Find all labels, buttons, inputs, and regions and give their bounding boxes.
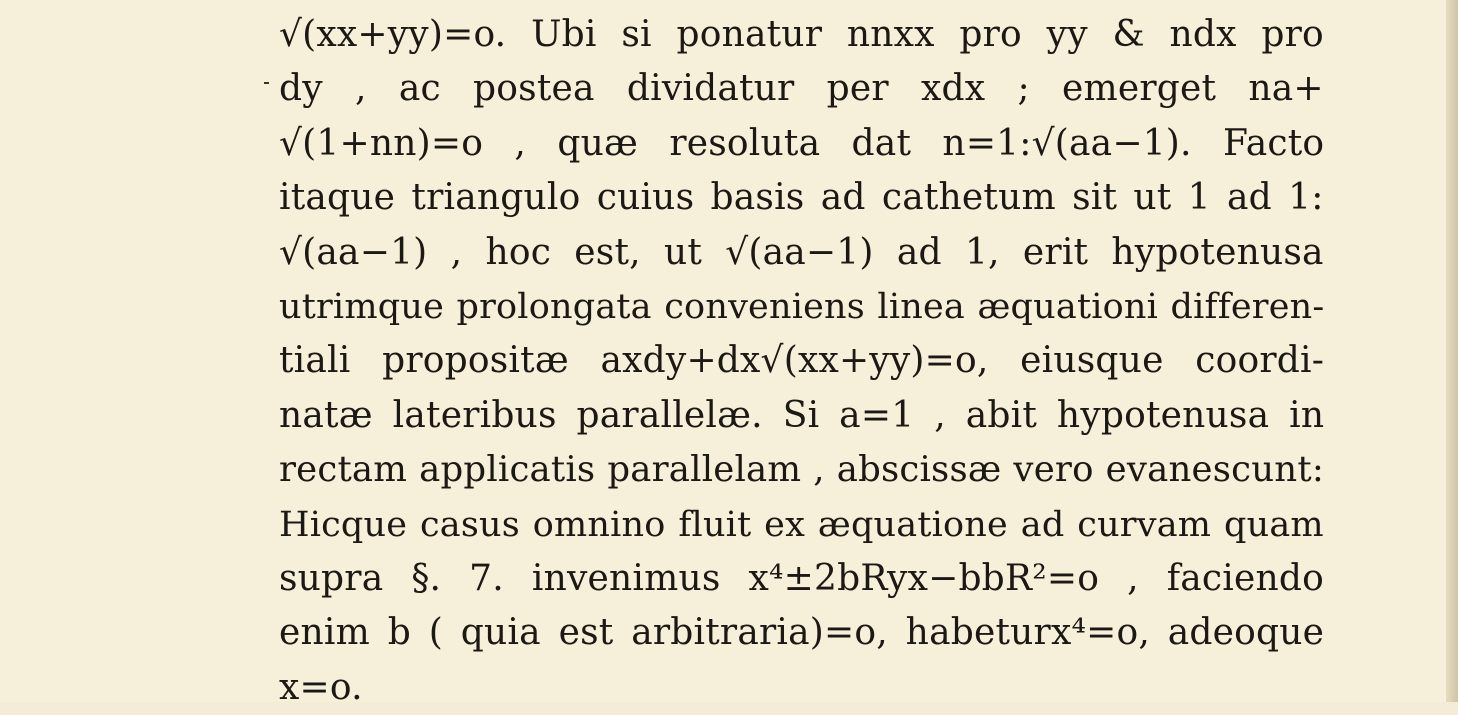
text-line: natæ lateribus parallelæ. Si a=1 , abit hypotenusa in bbox=[279, 394, 1325, 436]
text-line: rectam applicatis parallelam , abscissæ vero evanescunt: bbox=[279, 449, 1324, 491]
text-line: dy , ac postea dividatur per xdx ; emerget na+ bbox=[279, 68, 1324, 110]
text-line: x=o. bbox=[279, 666, 363, 708]
margin-mark bbox=[264, 82, 269, 84]
text-line: √(xx+yy)=o. Ubi si ponatur nnxx pro yy & ndx pro bbox=[279, 14, 1324, 55]
text-line: itaque triangulo cuius basis ad cathetum sit ut 1 ad 1: bbox=[279, 177, 1324, 219]
text-line: Hicque casus omnino fluit ex æquatione ad curvam quam bbox=[279, 504, 1324, 545]
text-line: √(1+nn)=o , quæ resoluta dat n=1:√(aa−1). Facto bbox=[279, 122, 1325, 164]
text-line: tiali propositæ axdy+dx√(xx+yy)=o, eiusque coordi- bbox=[279, 340, 1325, 382]
text-line: enim b ( quia est arbitraria)=o, habeturx⁴=o, adeoque bbox=[279, 612, 1325, 654]
text-line: √(aa−1) , hoc est, ut √(aa−1) ad 1, erit hypotenusa bbox=[279, 231, 1324, 273]
page-edge bbox=[1446, 0, 1458, 702]
latin-text-paragraph bbox=[279, 8, 1324, 715]
text-line: utrimque prolongata conveniens linea æquationi differen- bbox=[279, 286, 1325, 327]
text-line: supra §. 7. invenimus x⁴±2bRyx−bbR²=o , faciendo bbox=[279, 557, 1324, 599]
